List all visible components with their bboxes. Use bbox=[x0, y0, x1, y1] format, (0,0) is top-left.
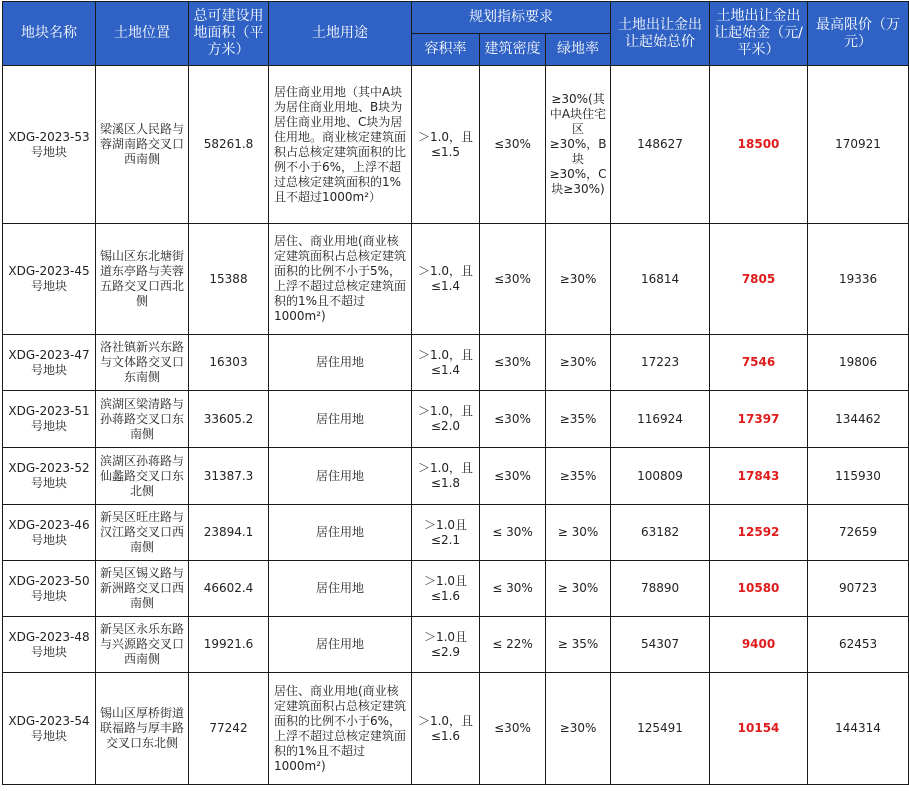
cell-max-price: 144314 bbox=[808, 673, 909, 785]
cell-max-price: 90723 bbox=[808, 561, 909, 617]
cell-start-price: 9400 bbox=[710, 617, 808, 673]
table-row bbox=[3, 224, 909, 335]
cell-density: ≤30% bbox=[480, 335, 546, 391]
cell-green: ≥30% bbox=[546, 335, 611, 391]
cell-name: XDG-2023-54号地块 bbox=[3, 673, 96, 785]
cell-start-total: 54307 bbox=[611, 617, 710, 673]
cell-max-price: 62453 bbox=[808, 617, 909, 673]
cell-far: ＞1.0，且≤1.8 bbox=[412, 448, 480, 505]
table-row bbox=[3, 335, 909, 391]
cell-max-price: 19806 bbox=[808, 335, 909, 391]
cell-use: 居住、商业用地(商业核定建筑面积占总核定建筑面积的比例不小于5%，上浮不超过总核定建筑面积的1%且不超过1000m²) bbox=[269, 224, 412, 335]
header-max-price: 最高限价（万元） bbox=[808, 2, 909, 66]
header-start-total: 土地出让金出让起始总价 bbox=[611, 2, 710, 66]
cell-density: ≤30% bbox=[480, 224, 546, 335]
cell-green: ≥35% bbox=[546, 448, 611, 505]
cell-location: 梁溪区人民路与蓉湖南路交叉口西南侧 bbox=[96, 66, 189, 224]
cell-start-price: 12592 bbox=[710, 505, 808, 561]
header-name: 地块名称 bbox=[3, 2, 96, 66]
cell-area: 23894.1 bbox=[189, 505, 269, 561]
cell-start-price: 10154 bbox=[710, 673, 808, 785]
cell-area: 46602.4 bbox=[189, 561, 269, 617]
table-row bbox=[3, 66, 909, 224]
cell-density: ≤30% bbox=[480, 673, 546, 785]
cell-start-total: 78890 bbox=[611, 561, 710, 617]
cell-far: ＞1.0且≤2.9 bbox=[412, 617, 480, 673]
cell-start-total: 17223 bbox=[611, 335, 710, 391]
cell-use: 居住用地 bbox=[269, 335, 412, 391]
cell-use: 居住用地 bbox=[269, 505, 412, 561]
cell-max-price: 115930 bbox=[808, 448, 909, 505]
cell-start-price: 17843 bbox=[710, 448, 808, 505]
table-row bbox=[3, 505, 909, 561]
cell-far: ＞1.0，且≤1.6 bbox=[412, 673, 480, 785]
cell-name: XDG-2023-45号地块 bbox=[3, 224, 96, 335]
cell-green: ≥ 35% bbox=[546, 617, 611, 673]
cell-density: ≤ 22% bbox=[480, 617, 546, 673]
cell-use: 居住商业用地（其中A块为居住商业用地、B块为居住商业用地、C块为居住用地。商业核定建筑面积占总核定建筑面积的比例不小于6%，上浮不超过总核定建筑面积的1%且不超过1000m²） bbox=[269, 66, 412, 224]
cell-far: ＞1.0，且≤2.0 bbox=[412, 391, 480, 448]
header-use: 土地用途 bbox=[269, 2, 412, 66]
table-row bbox=[3, 448, 909, 505]
cell-density: ≤ 30% bbox=[480, 505, 546, 561]
cell-location: 洛社镇新兴东路与文体路交叉口东南侧 bbox=[96, 335, 189, 391]
land-auction-table bbox=[2, 1, 909, 785]
cell-green: ≥ 30% bbox=[546, 561, 611, 617]
header-start-price: 土地出让金出让起始金（元/平米） bbox=[710, 2, 808, 66]
cell-area: 33605.2 bbox=[189, 391, 269, 448]
cell-green: ≥ 30% bbox=[546, 505, 611, 561]
cell-use: 居住用地 bbox=[269, 561, 412, 617]
cell-start-total: 16814 bbox=[611, 224, 710, 335]
cell-max-price: 170921 bbox=[808, 66, 909, 224]
cell-start-total: 100809 bbox=[611, 448, 710, 505]
cell-area: 15388 bbox=[189, 224, 269, 335]
cell-name: XDG-2023-46号地块 bbox=[3, 505, 96, 561]
cell-use: 居住用地 bbox=[269, 617, 412, 673]
cell-density: ≤30% bbox=[480, 391, 546, 448]
cell-use: 居住、商业用地(商业核定建筑面积占总核定建筑面积的比例不小于6%，上浮不超过总核定建筑面积的1%且不超过1000m²) bbox=[269, 673, 412, 785]
cell-start-price: 10580 bbox=[710, 561, 808, 617]
cell-name: XDG-2023-50号地块 bbox=[3, 561, 96, 617]
cell-density: ≤30% bbox=[480, 66, 546, 224]
header-location: 土地位置 bbox=[96, 2, 189, 66]
header-green: 绿地率 bbox=[546, 34, 611, 66]
cell-use: 居住用地 bbox=[269, 391, 412, 448]
cell-location: 新吴区锡义路与新洲路交叉口西南侧 bbox=[96, 561, 189, 617]
cell-start-total: 148627 bbox=[611, 66, 710, 224]
cell-use: 居住用地 bbox=[269, 448, 412, 505]
cell-area: 58261.8 bbox=[189, 66, 269, 224]
table-body bbox=[3, 66, 909, 785]
cell-start-price: 17397 bbox=[710, 391, 808, 448]
cell-start-price: 7546 bbox=[710, 335, 808, 391]
cell-far: ＞1.0且≤1.6 bbox=[412, 561, 480, 617]
table-row bbox=[3, 391, 909, 448]
cell-max-price: 19336 bbox=[808, 224, 909, 335]
cell-location: 新吴区旺庄路与汉江路交叉口西南侧 bbox=[96, 505, 189, 561]
cell-location: 新吴区永乐东路与兴源路交叉口西南侧 bbox=[96, 617, 189, 673]
table-row bbox=[3, 673, 909, 785]
cell-name: XDG-2023-52号地块 bbox=[3, 448, 96, 505]
header-plan-group: 规划指标要求 bbox=[412, 2, 611, 34]
cell-area: 16303 bbox=[189, 335, 269, 391]
cell-name: XDG-2023-51号地块 bbox=[3, 391, 96, 448]
cell-start-price: 7805 bbox=[710, 224, 808, 335]
cell-location: 锡山区厚桥街道联福路与厚丰路交叉口东北侧 bbox=[96, 673, 189, 785]
cell-area: 77242 bbox=[189, 673, 269, 785]
cell-green: ≥35% bbox=[546, 391, 611, 448]
cell-green: ≥30% bbox=[546, 673, 611, 785]
cell-far: ＞1.0，且≤1.4 bbox=[412, 224, 480, 335]
cell-density: ≤30% bbox=[480, 448, 546, 505]
cell-location: 锡山区东北塘街道东亭路与芙蓉五路交叉口西北侧 bbox=[96, 224, 189, 335]
cell-green: ≥30% bbox=[546, 224, 611, 335]
cell-far: ＞1.0，且≤1.5 bbox=[412, 66, 480, 224]
cell-name: XDG-2023-53号地块 bbox=[3, 66, 96, 224]
table-row bbox=[3, 561, 909, 617]
header-density: 建筑密度 bbox=[480, 34, 546, 66]
cell-area: 19921.6 bbox=[189, 617, 269, 673]
cell-start-total: 63182 bbox=[611, 505, 710, 561]
cell-name: XDG-2023-48号地块 bbox=[3, 617, 96, 673]
cell-area: 31387.3 bbox=[189, 448, 269, 505]
cell-far: ＞1.0，且≤1.4 bbox=[412, 335, 480, 391]
cell-start-total: 125491 bbox=[611, 673, 710, 785]
header-area: 总可建设用地面积（平方米） bbox=[189, 2, 269, 66]
cell-start-total: 116924 bbox=[611, 391, 710, 448]
table-row bbox=[3, 617, 909, 673]
cell-density: ≤ 30% bbox=[480, 561, 546, 617]
cell-max-price: 134462 bbox=[808, 391, 909, 448]
cell-max-price: 72659 bbox=[808, 505, 909, 561]
cell-green: ≥30%(其中A块住宅区≥30%，B块≥30%，C块≥30%) bbox=[546, 66, 611, 224]
cell-location: 滨湖区孙蒋路与仙蠡路交叉口东北侧 bbox=[96, 448, 189, 505]
cell-name: XDG-2023-47号地块 bbox=[3, 335, 96, 391]
header-far: 容积率 bbox=[412, 34, 480, 66]
cell-far: ＞1.0且≤2.1 bbox=[412, 505, 480, 561]
cell-location: 滨湖区梁清路与孙蒋路交叉口东南侧 bbox=[96, 391, 189, 448]
cell-start-price: 18500 bbox=[710, 66, 808, 224]
